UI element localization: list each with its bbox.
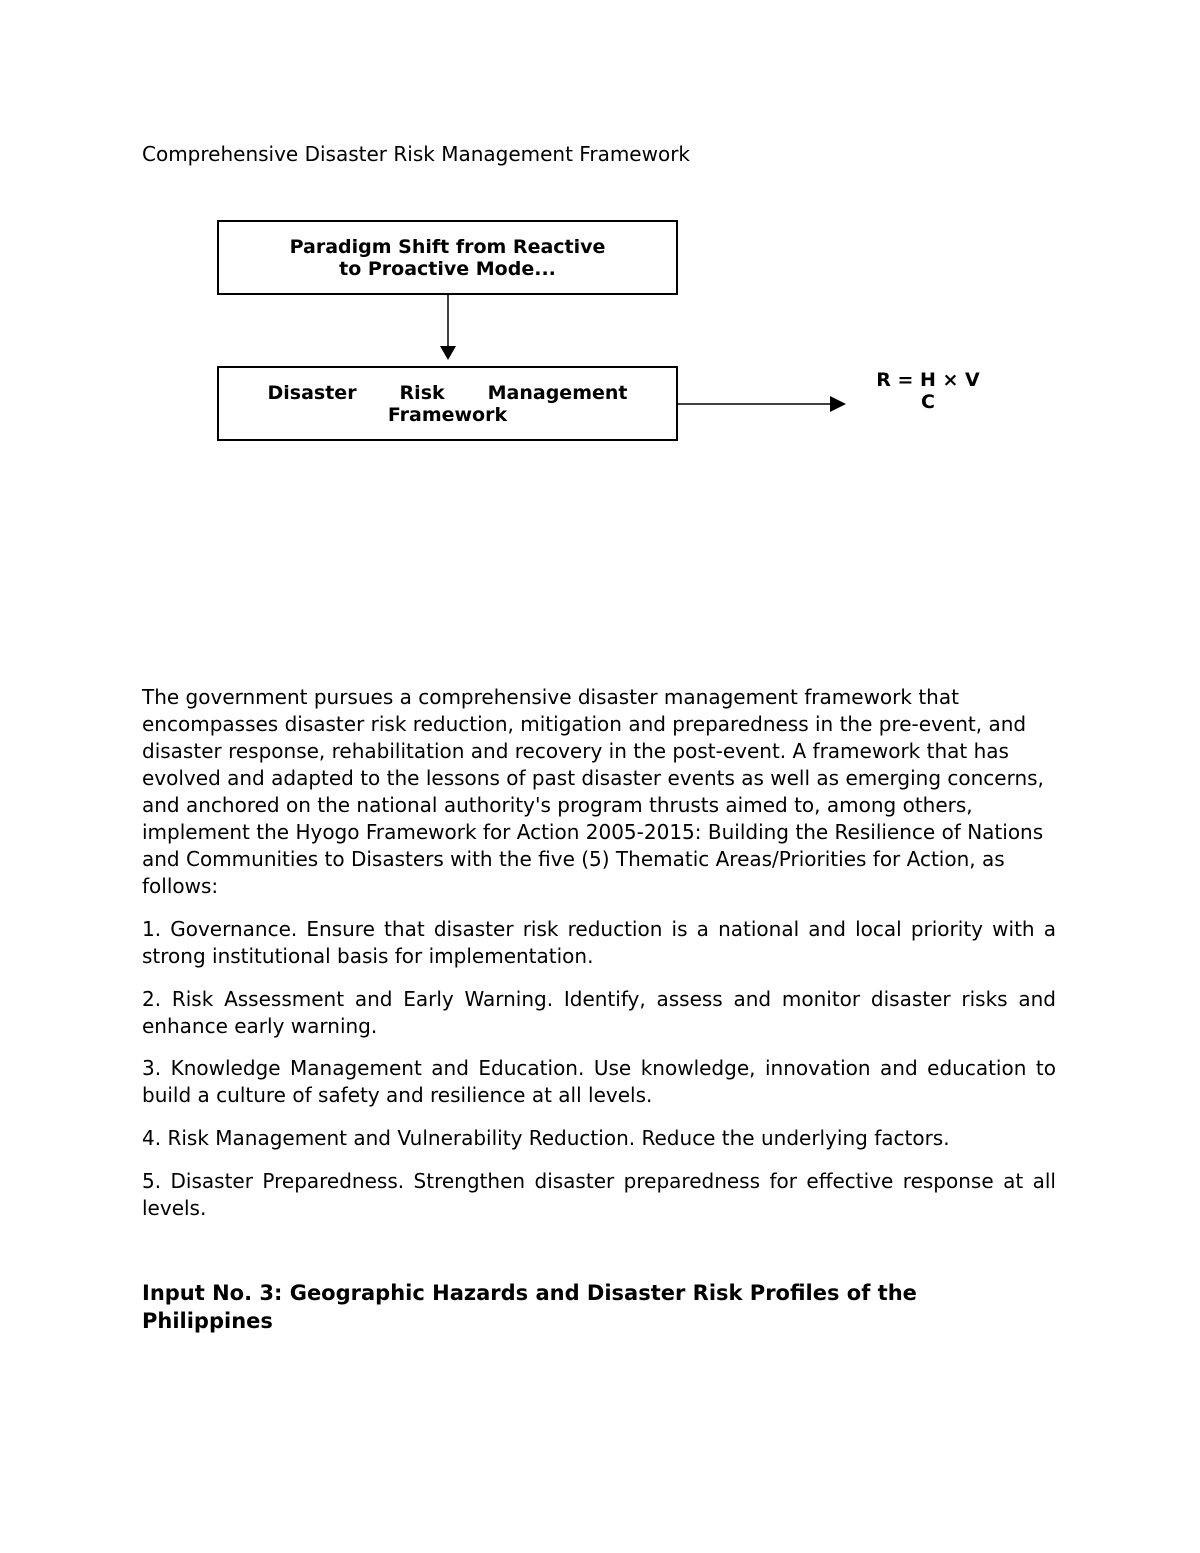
risk-formula [860, 369, 996, 413]
drm-word-risk: Risk [399, 381, 445, 404]
drm-word-management: Management [487, 381, 628, 404]
drm-framework-line1 [268, 382, 628, 404]
drm-framework-line2: Framework [387, 403, 508, 426]
section-heading: Input No. 3: Geographic Hazards and Disaster Risk Profiles of the Philippines [142, 1281, 917, 1333]
framework-diagram [0, 0, 1200, 460]
paradigm-shift-line1: Paradigm Shift from Reactive [289, 235, 606, 258]
arrow-down-head [440, 346, 456, 360]
intro-paragraph: The government pursues a comprehensive disaster management framework that encompasses disaster risk reduction, mitigation and preparedness in the pre-event, and disaster response, rehabilitation and recovery in the post-event. A framework that has evolved and adapted to the lessons of past disaster events as well as emerging concerns, and anchored on the national authority's program thrusts aimed to, among others, implement the Hyogo Framework for Action 2005-2015: Building the Resilience of Nations and Communities to Disasters with the five (5) Thematic Areas/Priorities for Action, as follows: [142, 685, 1044, 898]
priority-item-governance: 1. Governance. Ensure that disaster risk reduction is a national and local priority with a strong institutional basis for implementation. [142, 917, 1056, 968]
priority-item-vulnerability-reduction: 4. Risk Management and Vulnerability Reduction. Reduce the underlying factors. [142, 1126, 950, 1150]
risk-formula-denominator: C [921, 391, 935, 413]
priority-item-disaster-preparedness: 5. Disaster Preparedness. Strengthen disaster preparedness for effective response at all levels. [142, 1169, 1056, 1220]
priority-item-risk-assessment: 2. Risk Assessment and Early Warning. Identify, assess and monitor disaster risks and enhance early warning. [142, 987, 1056, 1038]
risk-formula-numerator: R = H × V [876, 369, 980, 391]
page-title: Comprehensive Disaster Risk Management Framework [142, 142, 691, 166]
drm-word-disaster: Disaster [267, 381, 357, 404]
priority-item-knowledge-management: 3. Knowledge Management and Education. Use knowledge, innovation and education to build a culture of safety and resilience at all levels. [142, 1056, 1056, 1107]
drm-framework-box [217, 366, 678, 441]
arrow-right-head [830, 396, 846, 412]
paradigm-shift-line2: to Proactive Mode... [339, 257, 556, 280]
paradigm-shift-box [217, 220, 678, 295]
